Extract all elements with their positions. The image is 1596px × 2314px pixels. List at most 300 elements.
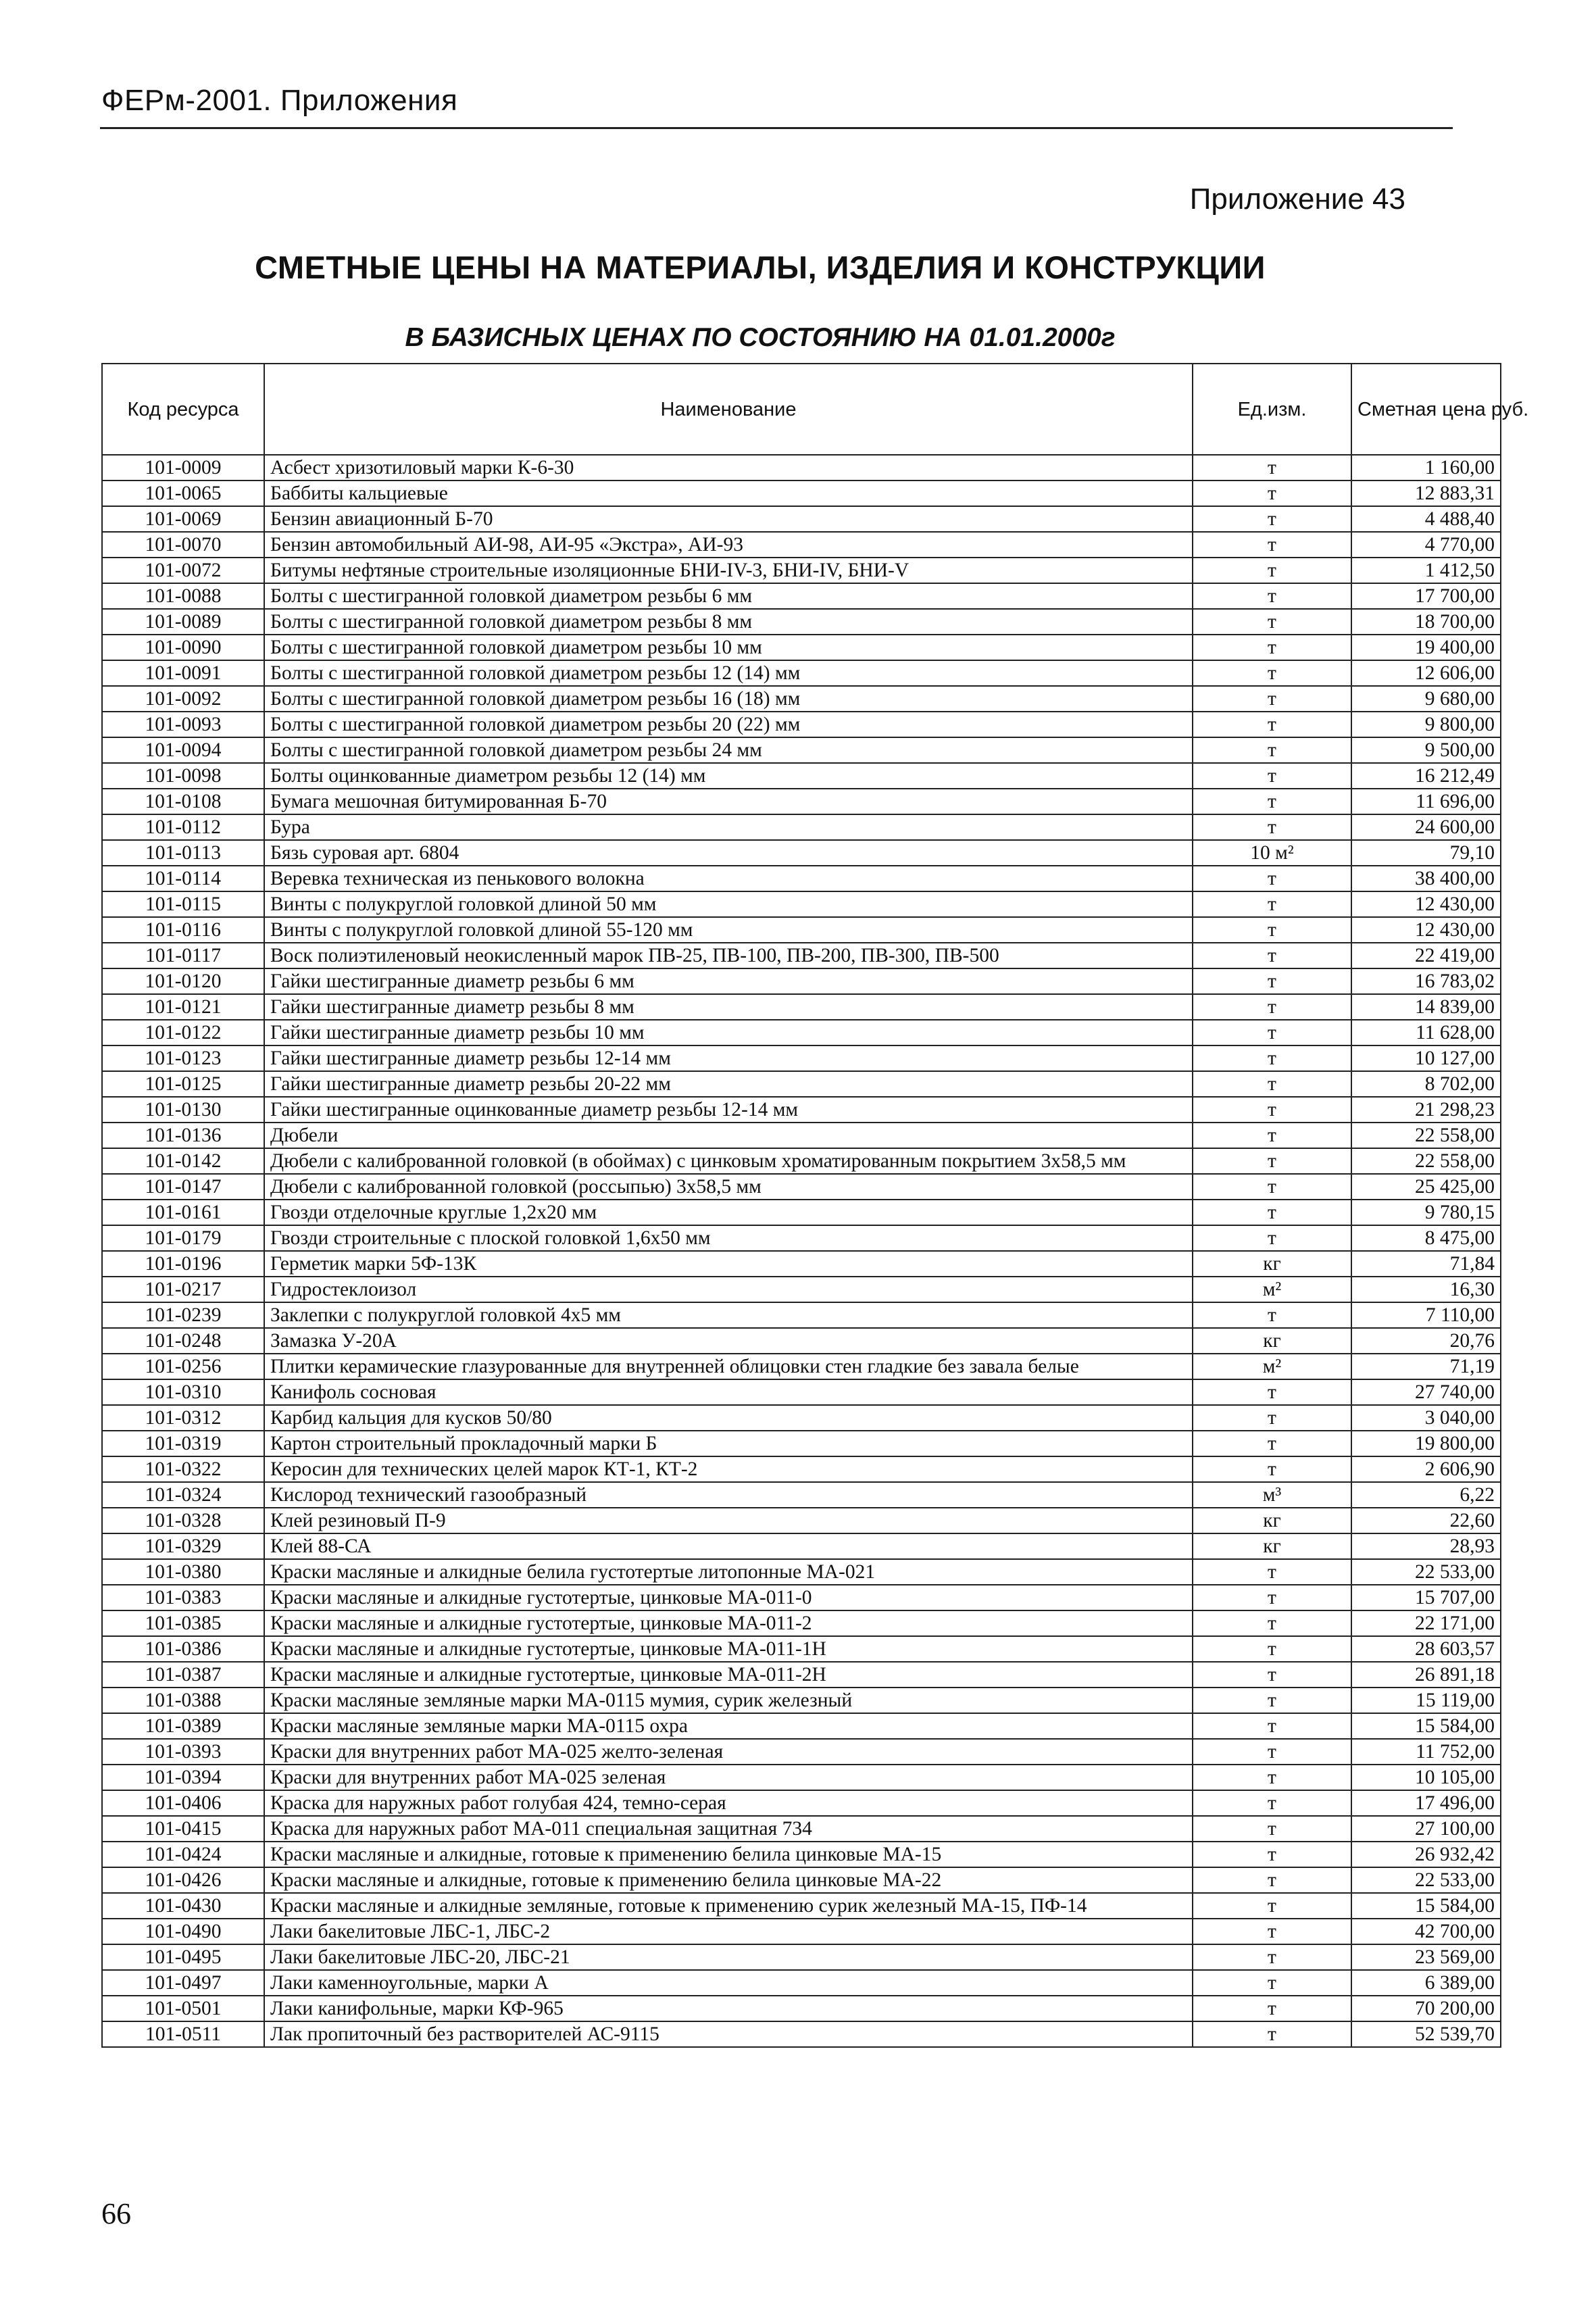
resource-code-cell: 101-0113 [102, 840, 264, 866]
unit-cell: т [1193, 2021, 1351, 2047]
price-cell: 23 569,00 [1351, 1944, 1501, 1970]
column-header-name: Наименование [264, 364, 1193, 455]
table-row [102, 866, 1501, 891]
resource-name-cell: Дюбели с калиброванной головкой (россыпью) 3х58,5 мм [264, 1174, 1193, 1200]
price-cell: 21 298,23 [1351, 1097, 1501, 1123]
table-row [102, 1123, 1501, 1148]
resource-code-cell: 101-0385 [102, 1610, 264, 1636]
resource-name-cell: Лаки бакелитовые ЛБС-20, ЛБС-21 [264, 1944, 1193, 1970]
unit-cell: кг [1193, 1328, 1351, 1354]
price-cell: 9 680,00 [1351, 686, 1501, 712]
resource-name-cell: Краски масляные земляные марки МА-0115 мумия, сурик железный [264, 1688, 1193, 1713]
table-row [102, 506, 1501, 532]
resource-name-cell: Лаки канифольные, марки КФ-965 [264, 1996, 1193, 2021]
unit-cell: кг [1193, 1251, 1351, 1277]
resource-name-cell: Болты с шестигранной головкой диаметром резьбы 10 мм [264, 635, 1193, 660]
resource-code-cell: 101-0217 [102, 1277, 264, 1302]
table-row [102, 1790, 1501, 1816]
price-cell: 11 752,00 [1351, 1739, 1501, 1765]
unit-cell: т [1193, 1071, 1351, 1097]
price-cell: 20,76 [1351, 1328, 1501, 1354]
resource-code-cell: 101-0179 [102, 1225, 264, 1251]
resource-name-cell: Дюбели с калиброванной головкой (в обоймах) с цинковым хроматированным покрытием 3х58,5 мм [264, 1148, 1193, 1174]
resource-name-cell: Краски масляные земляные марки МА-0115 охра [264, 1713, 1193, 1739]
resource-name-cell: Канифоль сосновая [264, 1379, 1193, 1405]
table-row [102, 1508, 1501, 1533]
price-cell: 11 696,00 [1351, 789, 1501, 814]
resource-code-cell: 101-0393 [102, 1739, 264, 1765]
appendix-label: Приложение 43 [1189, 182, 1405, 216]
resource-name-cell: Бензин автомобильный АИ-98, АИ-95 «Экстра», АИ-93 [264, 532, 1193, 558]
price-cell: 42 700,00 [1351, 1919, 1501, 1944]
resource-name-cell: Асбест хризотиловый марки К-6-30 [264, 455, 1193, 481]
resource-code-cell: 101-0389 [102, 1713, 264, 1739]
resource-name-cell: Герметик марки 5Ф-13К [264, 1251, 1193, 1277]
price-cell: 6 389,00 [1351, 1970, 1501, 1996]
price-cell: 24 600,00 [1351, 814, 1501, 840]
table-row [102, 1020, 1501, 1045]
table-row [102, 943, 1501, 968]
resource-name-cell: Краски масляные и алкидные земляные, готовые к применению сурик железный МА-15, ПФ-14 [264, 1893, 1193, 1919]
price-cell: 79,10 [1351, 840, 1501, 866]
header-rule [100, 127, 1453, 129]
resource-code-cell: 101-0136 [102, 1123, 264, 1148]
unit-cell: т [1193, 866, 1351, 891]
unit-cell: т [1193, 763, 1351, 789]
resource-name-cell: Болты оцинкованные диаметром резьбы 12 (14) мм [264, 763, 1193, 789]
resource-name-cell: Болты с шестигранной головкой диаметром резьбы 24 мм [264, 737, 1193, 763]
table-row [102, 1662, 1501, 1688]
table-row [102, 1842, 1501, 1867]
table-row [102, 1533, 1501, 1559]
price-cell: 18 700,00 [1351, 609, 1501, 635]
resource-name-cell: Гайки шестигранные диаметр резьбы 12-14 мм [264, 1045, 1193, 1071]
resource-code-cell: 101-0196 [102, 1251, 264, 1277]
resource-name-cell: Карбид кальция для кусков 50/80 [264, 1405, 1193, 1431]
table-row [102, 1688, 1501, 1713]
price-cell: 70 200,00 [1351, 1996, 1501, 2021]
table-row [102, 1174, 1501, 1200]
table-row [102, 917, 1501, 943]
table-row [102, 1097, 1501, 1123]
table-header-row [102, 364, 1501, 455]
unit-cell: т [1193, 1379, 1351, 1405]
price-cell: 19 800,00 [1351, 1431, 1501, 1456]
resource-code-cell: 101-0147 [102, 1174, 264, 1200]
unit-cell: кг [1193, 1533, 1351, 1559]
resource-name-cell: Краски масляные и алкидные густотертые, цинковые МА-011-2 [264, 1610, 1193, 1636]
resource-name-cell: Болты с шестигранной головкой диаметром резьбы 20 (22) мм [264, 712, 1193, 737]
unit-cell: т [1193, 1739, 1351, 1765]
table-row [102, 1816, 1501, 1842]
unit-cell: м³ [1193, 1482, 1351, 1508]
unit-cell: т [1193, 712, 1351, 737]
table-row [102, 1277, 1501, 1302]
table-row [102, 1919, 1501, 1944]
resource-code-cell: 101-0114 [102, 866, 264, 891]
table-row [102, 1893, 1501, 1919]
resource-code-cell: 101-0121 [102, 994, 264, 1020]
resource-name-cell: Краска для наружных работ голубая 424, темно-серая [264, 1790, 1193, 1816]
resource-code-cell: 101-0065 [102, 481, 264, 506]
price-cell: 4 770,00 [1351, 532, 1501, 558]
price-cell: 26 891,18 [1351, 1662, 1501, 1688]
page-number: 66 [101, 2197, 131, 2230]
table-row [102, 737, 1501, 763]
resource-code-cell: 101-0383 [102, 1585, 264, 1610]
unit-cell: т [1193, 1045, 1351, 1071]
unit-cell: т [1193, 1688, 1351, 1713]
price-cell: 16 783,02 [1351, 968, 1501, 994]
table-row [102, 1970, 1501, 1996]
unit-cell: т [1193, 583, 1351, 609]
unit-cell: т [1193, 1636, 1351, 1662]
unit-cell: т [1193, 1842, 1351, 1867]
resource-name-cell: Клей резиновый П-9 [264, 1508, 1193, 1533]
resource-name-cell: Керосин для технических целей марок КТ-1, КТ-2 [264, 1456, 1193, 1482]
price-cell: 9 500,00 [1351, 737, 1501, 763]
price-cell: 28 603,57 [1351, 1636, 1501, 1662]
resource-name-cell: Краски масляные и алкидные густотертые, цинковые МА-011-2Н [264, 1662, 1193, 1688]
price-cell: 38 400,00 [1351, 866, 1501, 891]
resource-name-cell: Клей 88-СА [264, 1533, 1193, 1559]
price-cell: 71,84 [1351, 1251, 1501, 1277]
resource-name-cell: Заклепки с полукруглой головкой 4х5 мм [264, 1302, 1193, 1328]
resource-code-cell: 101-0312 [102, 1405, 264, 1431]
resource-code-cell: 101-0394 [102, 1765, 264, 1790]
resource-name-cell: Плитки керамические глазурованные для внутренней облицовки стен гладкие без завала белые [264, 1354, 1193, 1379]
price-cell: 15 707,00 [1351, 1585, 1501, 1610]
unit-cell: т [1193, 1765, 1351, 1790]
price-cell: 12 430,00 [1351, 891, 1501, 917]
table-body [102, 455, 1501, 2047]
resource-code-cell: 101-0090 [102, 635, 264, 660]
unit-cell: т [1193, 1867, 1351, 1893]
resource-code-cell: 101-0426 [102, 1867, 264, 1893]
unit-cell: т [1193, 455, 1351, 481]
table-row [102, 840, 1501, 866]
price-cell: 26 932,42 [1351, 1842, 1501, 1867]
resource-name-cell: Краски масляные и алкидные белила густотертые литопонные МА-021 [264, 1559, 1193, 1585]
unit-cell: т [1193, 814, 1351, 840]
resource-code-cell: 101-0089 [102, 609, 264, 635]
table-row [102, 1765, 1501, 1790]
resource-code-cell: 101-0094 [102, 737, 264, 763]
resource-name-cell: Краски масляные и алкидные густотертые, цинковые МА-011-1Н [264, 1636, 1193, 1662]
price-cell: 3 040,00 [1351, 1405, 1501, 1431]
unit-cell: т [1193, 1996, 1351, 2021]
resource-code-cell: 101-0092 [102, 686, 264, 712]
resource-code-cell: 101-0239 [102, 1302, 264, 1328]
unit-cell: т [1193, 1174, 1351, 1200]
unit-cell: т [1193, 1713, 1351, 1739]
table-row [102, 891, 1501, 917]
unit-cell: т [1193, 1970, 1351, 1996]
unit-cell: т [1193, 1123, 1351, 1148]
unit-cell: т [1193, 1559, 1351, 1585]
table-row [102, 712, 1501, 737]
resource-name-cell: Краски масляные и алкидные, готовые к применению белила цинковые МА-15 [264, 1842, 1193, 1867]
resource-code-cell: 101-0501 [102, 1996, 264, 2021]
table-row [102, 1739, 1501, 1765]
price-cell: 12 430,00 [1351, 917, 1501, 943]
resource-name-cell: Краски для внутренних работ МА-025 зеленая [264, 1765, 1193, 1790]
unit-cell: т [1193, 1225, 1351, 1251]
price-table [101, 363, 1529, 2048]
resource-name-cell: Винты с полукруглой головкой длиной 50 мм [264, 891, 1193, 917]
resource-code-cell: 101-0430 [102, 1893, 264, 1919]
resource-name-cell: Битумы нефтяные строительные изоляционные БНИ-IV-3, БНИ-IV, БНИ-V [264, 558, 1193, 583]
unit-cell: т [1193, 1816, 1351, 1842]
price-cell: 15 119,00 [1351, 1688, 1501, 1713]
unit-cell: т [1193, 532, 1351, 558]
resource-code-cell: 101-0415 [102, 1816, 264, 1842]
resource-name-cell: Баббиты кальциевые [264, 481, 1193, 506]
resource-name-cell: Гайки шестигранные диаметр резьбы 10 мм [264, 1020, 1193, 1045]
table-row [102, 1379, 1501, 1405]
resource-name-cell: Бязь суровая арт. 6804 [264, 840, 1193, 866]
resource-name-cell: Гвозди строительные с плоской головкой 1,6х50 мм [264, 1225, 1193, 1251]
resource-name-cell: Воск полиэтиленовый неокисленный марок ПВ-25, ПВ-100, ПВ-200, ПВ-300, ПВ-500 [264, 943, 1193, 968]
unit-cell: т [1193, 1431, 1351, 1456]
price-cell: 10 127,00 [1351, 1045, 1501, 1071]
price-cell: 1 412,50 [1351, 558, 1501, 583]
resource-code-cell: 101-0115 [102, 891, 264, 917]
resource-name-cell: Краска для наружных работ МА-011 специальная защитная 734 [264, 1816, 1193, 1842]
table-row [102, 1251, 1501, 1277]
table-row [102, 455, 1501, 481]
price-cell: 22 533,00 [1351, 1867, 1501, 1893]
resource-code-cell: 101-0070 [102, 532, 264, 558]
unit-cell: т [1193, 1610, 1351, 1636]
table-row [102, 1636, 1501, 1662]
resource-code-cell: 101-0424 [102, 1842, 264, 1867]
unit-cell: м² [1193, 1354, 1351, 1379]
resource-name-cell: Гвозди отделочные круглые 1,2х20 мм [264, 1200, 1193, 1225]
resource-name-cell: Краски для внутренних работ МА-025 желто-зеленая [264, 1739, 1193, 1765]
table-row [102, 1071, 1501, 1097]
table-row [102, 1302, 1501, 1328]
price-cell: 22 533,00 [1351, 1559, 1501, 1585]
resource-code-cell: 101-0248 [102, 1328, 264, 1354]
price-cell: 15 584,00 [1351, 1893, 1501, 1919]
unit-cell: т [1193, 1662, 1351, 1688]
unit-cell: м² [1193, 1277, 1351, 1302]
price-cell: 17 496,00 [1351, 1790, 1501, 1816]
resource-code-cell: 101-0091 [102, 660, 264, 686]
resource-code-cell: 101-0123 [102, 1045, 264, 1071]
unit-cell: т [1193, 481, 1351, 506]
unit-cell: т [1193, 1944, 1351, 1970]
price-cell: 22 558,00 [1351, 1123, 1501, 1148]
unit-cell: т [1193, 1148, 1351, 1174]
table-row [102, 1045, 1501, 1071]
resource-code-cell: 101-0116 [102, 917, 264, 943]
resource-name-cell: Гайки шестигранные оцинкованные диаметр резьбы 12-14 мм [264, 1097, 1193, 1123]
resource-name-cell: Винты с полукруглой головкой длиной 55-120 мм [264, 917, 1193, 943]
unit-cell: т [1193, 737, 1351, 763]
price-cell: 12 883,31 [1351, 481, 1501, 506]
resource-code-cell: 101-0112 [102, 814, 264, 840]
price-cell: 10 105,00 [1351, 1765, 1501, 1790]
table-row [102, 1431, 1501, 1456]
resource-code-cell: 101-0098 [102, 763, 264, 789]
resource-code-cell: 101-0380 [102, 1559, 264, 1585]
unit-cell: т [1193, 558, 1351, 583]
unit-cell: 10 м² [1193, 840, 1351, 866]
table-row [102, 583, 1501, 609]
resource-name-cell: Болты с шестигранной головкой диаметром резьбы 16 (18) мм [264, 686, 1193, 712]
resource-name-cell: Гайки шестигранные диаметр резьбы 20-22 мм [264, 1071, 1193, 1097]
unit-cell: т [1193, 943, 1351, 968]
unit-cell: т [1193, 660, 1351, 686]
unit-cell: т [1193, 506, 1351, 532]
price-cell: 22,60 [1351, 1508, 1501, 1533]
resource-code-cell: 101-0406 [102, 1790, 264, 1816]
resource-name-cell: Гайки шестигранные диаметр резьбы 8 мм [264, 994, 1193, 1020]
resource-name-cell: Замазка У-20А [264, 1328, 1193, 1354]
resource-code-cell: 101-0324 [102, 1482, 264, 1508]
resource-code-cell: 101-0069 [102, 506, 264, 532]
table-row [102, 558, 1501, 583]
table-row [102, 1200, 1501, 1225]
table-row [102, 994, 1501, 1020]
price-cell: 14 839,00 [1351, 994, 1501, 1020]
price-cell: 16 212,49 [1351, 763, 1501, 789]
resource-code-cell: 101-0328 [102, 1508, 264, 1533]
table-row [102, 1944, 1501, 1970]
unit-cell: т [1193, 609, 1351, 635]
resource-code-cell: 101-0072 [102, 558, 264, 583]
column-header-price: Сметная цена руб. [1351, 364, 1501, 455]
table-row [102, 2021, 1501, 2047]
column-header-unit: Ед.изм. [1193, 364, 1351, 455]
table-row [102, 1456, 1501, 1482]
price-cell: 19 400,00 [1351, 635, 1501, 660]
resource-code-cell: 101-0310 [102, 1379, 264, 1405]
unit-cell: т [1193, 789, 1351, 814]
resource-code-cell: 101-0495 [102, 1944, 264, 1970]
unit-cell: т [1193, 968, 1351, 994]
price-cell: 7 110,00 [1351, 1302, 1501, 1328]
table-row [102, 686, 1501, 712]
resource-code-cell: 101-0108 [102, 789, 264, 814]
price-cell: 4 488,40 [1351, 506, 1501, 532]
resource-code-cell: 101-0490 [102, 1919, 264, 1944]
unit-cell: т [1193, 1919, 1351, 1944]
resource-code-cell: 101-0497 [102, 1970, 264, 1996]
price-cell: 8 475,00 [1351, 1225, 1501, 1251]
resource-code-cell: 101-0142 [102, 1148, 264, 1174]
price-cell: 28,93 [1351, 1533, 1501, 1559]
resource-code-cell: 101-0009 [102, 455, 264, 481]
table-row [102, 1482, 1501, 1508]
resource-code-cell: 101-0130 [102, 1097, 264, 1123]
price-cell: 25 425,00 [1351, 1174, 1501, 1200]
resource-name-cell: Краски масляные и алкидные густотертые, цинковые МА-011-0 [264, 1585, 1193, 1610]
table-row [102, 481, 1501, 506]
unit-cell: т [1193, 1200, 1351, 1225]
unit-cell: т [1193, 1302, 1351, 1328]
running-header: ФЕРм-2001. Приложения [101, 84, 458, 117]
table-row [102, 1148, 1501, 1174]
table-row [102, 532, 1501, 558]
unit-cell: т [1193, 1405, 1351, 1431]
table-row [102, 968, 1501, 994]
resource-code-cell: 101-0329 [102, 1533, 264, 1559]
price-cell: 9 780,15 [1351, 1200, 1501, 1225]
price-cell: 2 606,90 [1351, 1456, 1501, 1482]
price-cell: 8 702,00 [1351, 1071, 1501, 1097]
price-cell: 12 606,00 [1351, 660, 1501, 686]
resource-code-cell: 101-0093 [102, 712, 264, 737]
table-row [102, 789, 1501, 814]
column-header-code: Код ресурса [102, 364, 264, 455]
price-cell: 9 800,00 [1351, 712, 1501, 737]
price-cell: 11 628,00 [1351, 1020, 1501, 1045]
price-cell: 6,22 [1351, 1482, 1501, 1508]
resource-code-cell: 101-0511 [102, 2021, 264, 2047]
resource-name-cell: Веревка техническая из пенькового волокна [264, 866, 1193, 891]
resource-name-cell: Краски масляные и алкидные, готовые к применению белила цинковые МА-22 [264, 1867, 1193, 1893]
price-cell: 22 419,00 [1351, 943, 1501, 968]
price-cell: 17 700,00 [1351, 583, 1501, 609]
table-row [102, 1405, 1501, 1431]
resource-name-cell: Болты с шестигранной головкой диаметром резьбы 12 (14) мм [264, 660, 1193, 686]
table-row [102, 763, 1501, 789]
price-cell: 71,19 [1351, 1354, 1501, 1379]
price-cell: 1 160,00 [1351, 455, 1501, 481]
resource-name-cell: Лаки каменноугольные, марки А [264, 1970, 1193, 1996]
price-cell: 27 100,00 [1351, 1816, 1501, 1842]
table-row [102, 660, 1501, 686]
unit-cell: т [1193, 994, 1351, 1020]
table-row [102, 814, 1501, 840]
table-row [102, 609, 1501, 635]
unit-cell: т [1193, 635, 1351, 660]
unit-cell: т [1193, 1790, 1351, 1816]
resource-code-cell: 101-0319 [102, 1431, 264, 1456]
resource-code-cell: 101-0122 [102, 1020, 264, 1045]
unit-cell: т [1193, 686, 1351, 712]
resource-name-cell: Гайки шестигранные диаметр резьбы 6 мм [264, 968, 1193, 994]
unit-cell: т [1193, 1893, 1351, 1919]
resource-code-cell: 101-0388 [102, 1688, 264, 1713]
price-cell: 22 558,00 [1351, 1148, 1501, 1174]
price-cell: 15 584,00 [1351, 1713, 1501, 1739]
resource-code-cell: 101-0387 [102, 1662, 264, 1688]
table-row [102, 1225, 1501, 1251]
document-subtitle: В БАЗИСНЫХ ЦЕНАХ ПО СОСТОЯНИЮ НА 01.01.2000г [405, 323, 1116, 352]
table-row [102, 1610, 1501, 1636]
table-row [102, 1867, 1501, 1893]
resource-name-cell: Бензин авиационный Б-70 [264, 506, 1193, 532]
resource-code-cell: 101-0256 [102, 1354, 264, 1379]
unit-cell: т [1193, 1585, 1351, 1610]
table-row [102, 1354, 1501, 1379]
unit-cell: т [1193, 1456, 1351, 1482]
resource-name-cell: Гидростеклоизол [264, 1277, 1193, 1302]
resource-code-cell: 101-0088 [102, 583, 264, 609]
resource-name-cell: Дюбели [264, 1123, 1193, 1148]
resource-name-cell: Лак пропиточный без растворителей АС-9115 [264, 2021, 1193, 2047]
unit-cell: т [1193, 917, 1351, 943]
price-cell: 52 539,70 [1351, 2021, 1501, 2047]
resource-code-cell: 101-0161 [102, 1200, 264, 1225]
table-row [102, 1328, 1501, 1354]
resource-name-cell: Бумага мешочная битумированная Б-70 [264, 789, 1193, 814]
resource-code-cell: 101-0125 [102, 1071, 264, 1097]
